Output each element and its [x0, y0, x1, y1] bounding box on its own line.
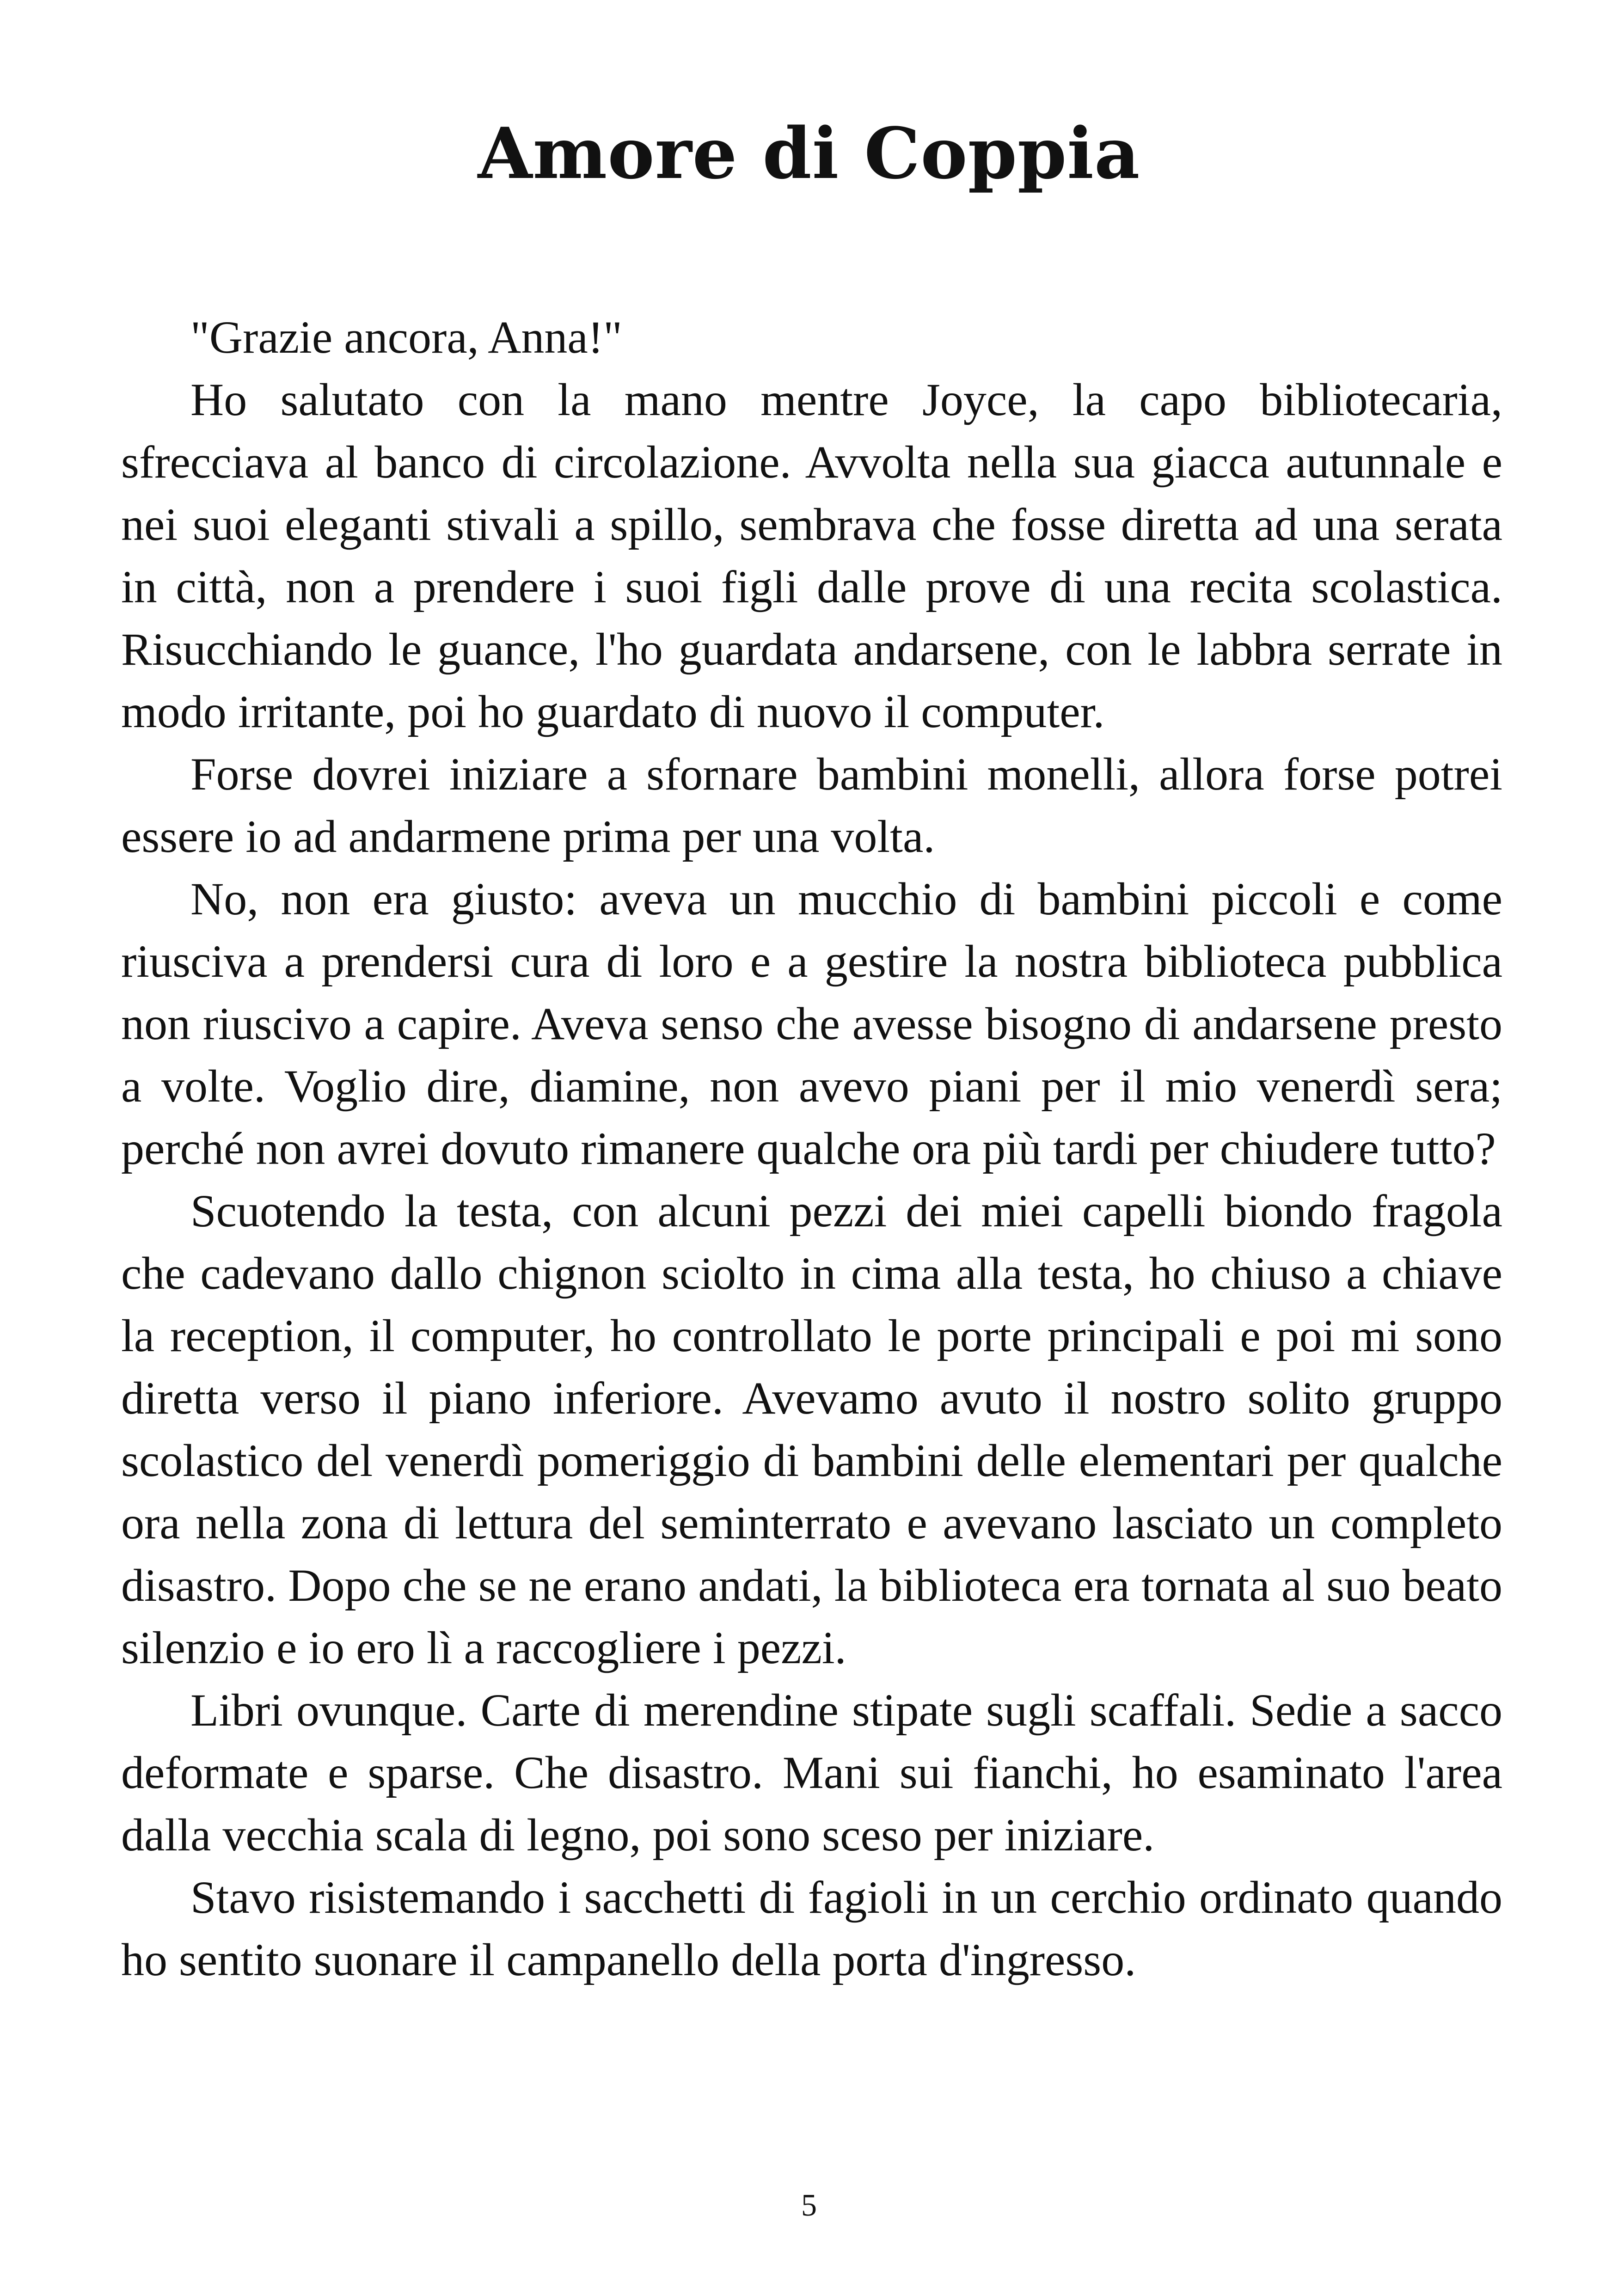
paragraph: Libri ovunque. Carte di merendine stipate sugli scaffali. Sedie a sacco deformate e sparse. Che disastro. Mani sui fianchi, ho esaminato l'area dalla vecchia scala di legno, poi sono sceso per iniziare. — [121, 1684, 1502, 1861]
paragraph: "Grazie ancora, Anna!" — [190, 312, 622, 363]
chapter-title: Amore di Coppia — [478, 112, 1140, 195]
chapter-body — [121, 306, 1502, 1991]
paragraph: Forse dovrei iniziare a sfornare bambini monelli, allora forse potrei essere io ad andarmene prima per una volta. — [121, 748, 1502, 862]
paragraph: Stavo risistemando i sacchetti di fagioli in un cerchio ordinato quando ho sentito suonare il campanello della porta d'ingresso. — [121, 1872, 1502, 1985]
paragraph: No, non era giusto: aveva un mucchio di bambini piccoli e come riusciva a prendersi cura di loro e a gestire la nostra biblioteca pubblica non riuscivo a capire. Aveva senso che avesse bisogno di andarsene presto a volte. Voglio dire, diamine, non avevo piani per il mio venerdì sera; perché non avrei dovuto rimanere qualche ora più tardi per chiudere tutto? — [121, 873, 1502, 1174]
paragraph: Scuotendo la testa, con alcuni pezzi dei miei capelli biondo fragola che cadevano dallo chignon sciolto in cima alla testa, ho chiuso a chiave la reception, il computer, ho controllato le porte principali e poi mi sono diretta verso il piano inferiore. Avevamo avuto il nostro solito gruppo scolastico del venerdì pomeriggio di bambini delle elementari per qualche ora nella zona di lettura del seminterrato e avevano lasciato un completo disastro. Dopo che se ne erano andati, la biblioteca era tornata al suo beato silenzio e io ero lì a raccogliere i pezzi. — [121, 1185, 1502, 1673]
paragraph: Ho salutato con la mano mentre Joyce, la capo bibliotecaria, sfrecciava al banco di circolazione. Avvolta nella sua giacca autunnale e nei suoi eleganti stivali a spillo, sembrava che fosse diretta ad una serata in città, non a prendere i suoi figli dalle prove di una recita scolastica. Risucchiando le guance, l'ho guardata andarsene, con le labbra serrate in modo irritante, poi ho guardato di nuovo il computer. — [121, 374, 1502, 737]
page-number: 5 — [801, 2187, 817, 2223]
